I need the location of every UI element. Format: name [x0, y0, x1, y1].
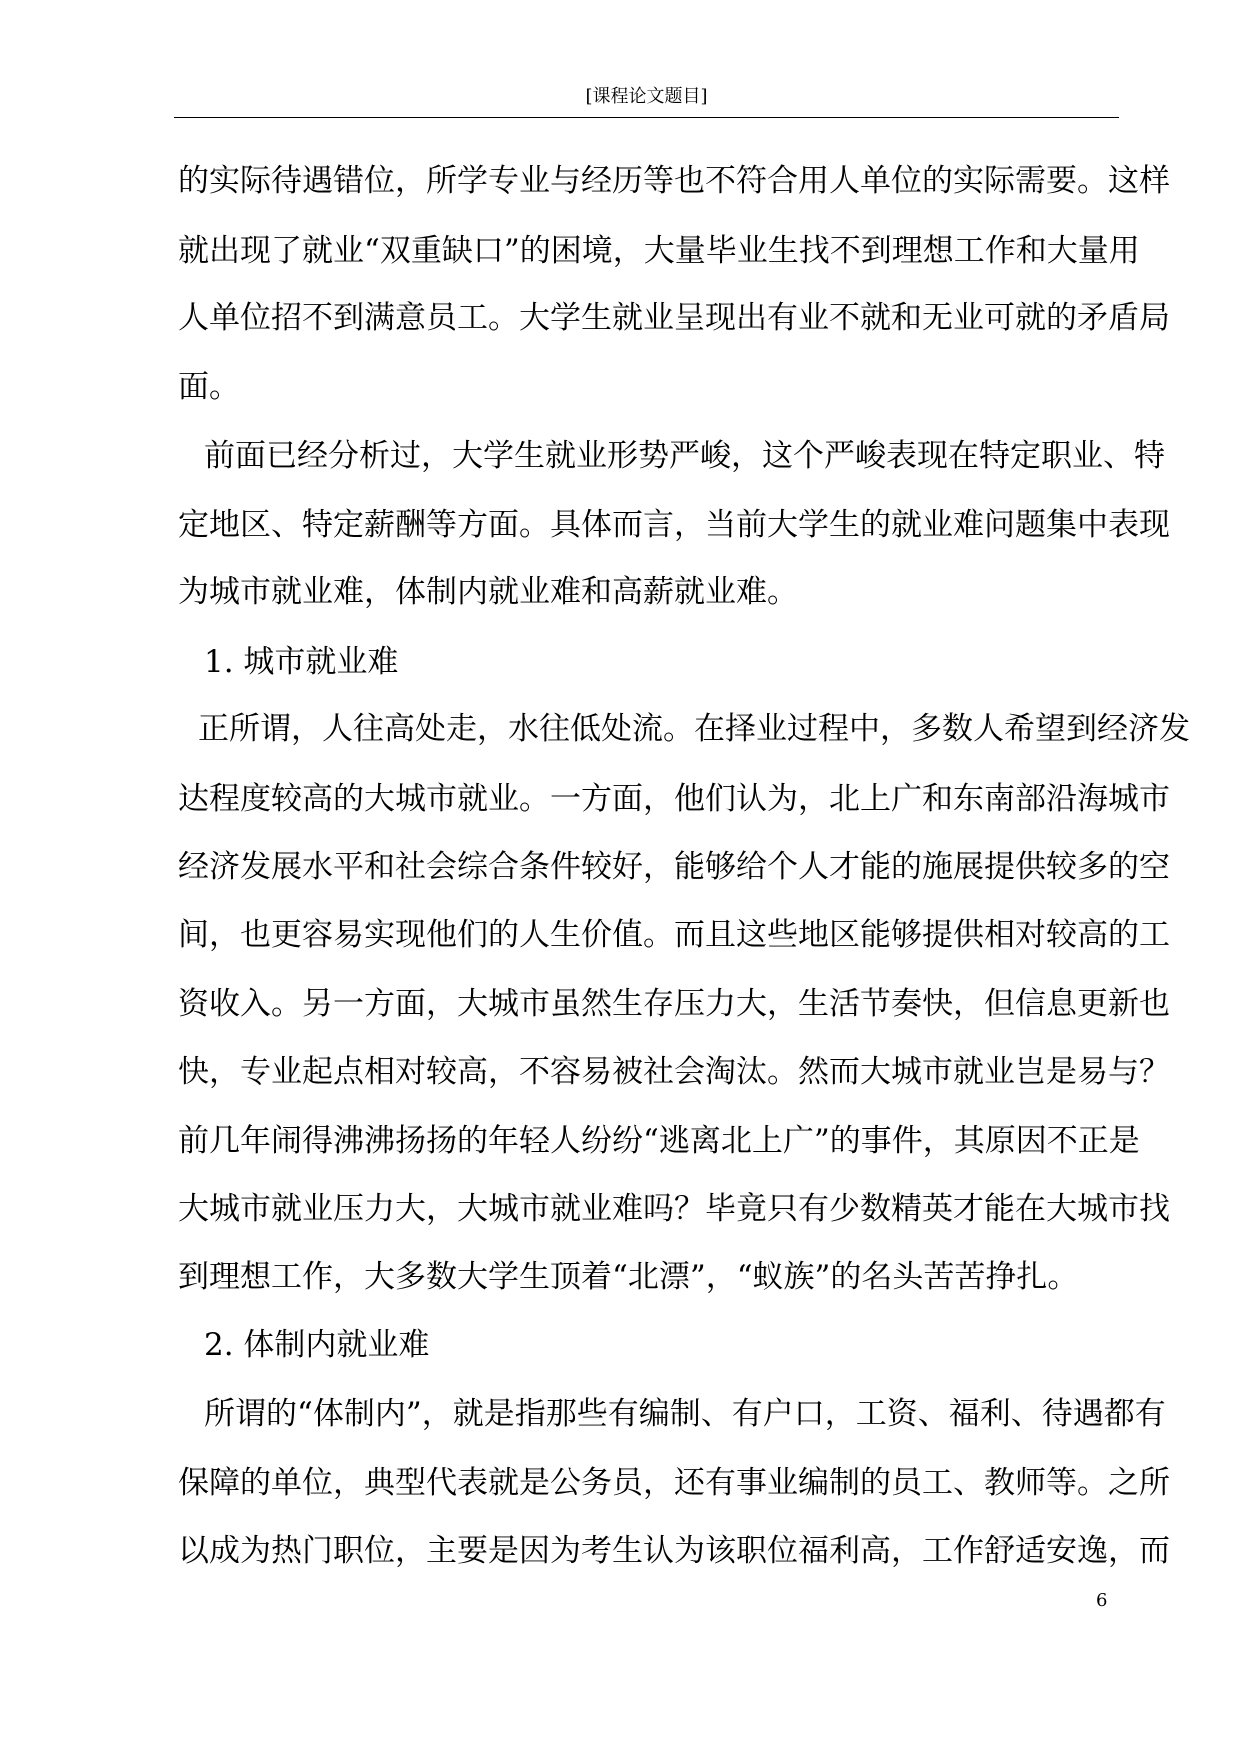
body-line: 快，专业起点相对较高，不容易被社会淘汰。然而大城市就业岂是易与？ [178, 1054, 1170, 1090]
section-heading: 2. 体制内就业难 [204, 1327, 430, 1363]
body-line: 到理想工作，大多数大学生顶着“北漂”，“蚁族”的名头苦苦挣扎。 [178, 1259, 1079, 1295]
body-line: 正所谓，人往高处走，水往低处流。在择业过程中，多数人希望到经济发 [198, 711, 1190, 747]
body-line: 前几年闹得沸沸扬扬的年轻人纷纷“逃离北上广”的事件，其原因不正是 [178, 1123, 1140, 1159]
body-line: 大城市就业压力大，大城市就业难吗？毕竟只有少数精英才能在大城市找 [178, 1191, 1170, 1227]
body-line: 就出现了就业“双重缺口”的困境，大量毕业生找不到理想工作和大量用 [178, 233, 1140, 269]
body-line: 面。 [178, 369, 240, 405]
section-heading: 1. 城市就业难 [204, 644, 399, 680]
body-line: 经济发展水平和社会综合条件较好，能够给个人才能的施展提供较多的空 [178, 849, 1170, 885]
page-header [174, 87, 1119, 118]
body-line: 间，也更容易实现他们的人生价值。而且这些地区能够提供相对较高的工 [178, 917, 1170, 953]
body-line: 达程度较高的大城市就业。一方面，他们认为，北上广和东南部沿海城市 [178, 781, 1170, 817]
body-line: 以成为热门职位，主要是因为考生认为该职位福利高，工作舒适安逸，而 [178, 1533, 1170, 1569]
body-line: 定地区、特定薪酬等方面。具体而言，当前大学生的就业难问题集中表现 [178, 507, 1170, 543]
body-line: 的实际待遇错位，所学专业与经历等也不符合用人单位的实际需要。这样 [178, 163, 1170, 199]
header-title: [课程论文题目] [585, 86, 708, 107]
body-line: 所谓的“体制内”，就是指那些有编制、有户口，工资、福利、待遇都有 [204, 1396, 1166, 1432]
body-line: 保障的单位，典型代表就是公务员，还有事业编制的员工、教师等。之所 [178, 1465, 1170, 1501]
body-line: 为城市就业难，体制内就业难和高薪就业难。 [178, 574, 798, 610]
page-number: 6 [1096, 1590, 1108, 1611]
body-line: 人单位招不到满意员工。大学生就业呈现出有业不就和无业可就的矛盾局 [178, 300, 1170, 336]
body-line: 资收入。另一方面，大城市虽然生存压力大，生活节奏快，但信息更新也 [178, 986, 1170, 1022]
body-line: 前面已经分析过，大学生就业形势严峻，这个严峻表现在特定职业、特 [204, 438, 1165, 474]
